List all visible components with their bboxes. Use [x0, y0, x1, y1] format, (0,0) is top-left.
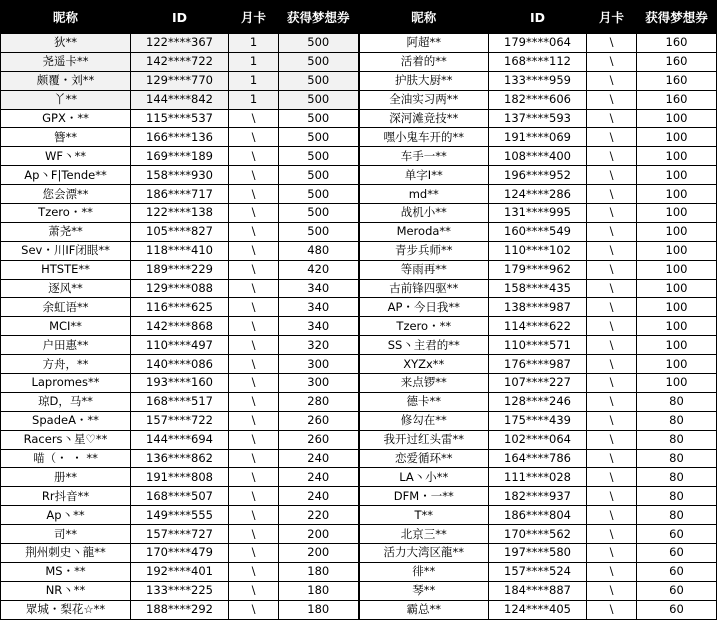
monthly-card-cell: \	[229, 487, 279, 506]
header-dream-tickets: 获得梦想券	[279, 1, 359, 34]
monthly-card-cell: \	[229, 355, 279, 374]
id-cell: 129****088	[131, 279, 229, 298]
id-cell: 182****937	[489, 487, 587, 506]
monthly-card-cell: \	[587, 166, 637, 185]
id-cell: 144****694	[131, 430, 229, 449]
id-cell: 149****555	[131, 506, 229, 525]
nickname-cell: Tzero・**	[1, 204, 131, 223]
dream-tickets-cell: 60	[637, 600, 717, 619]
monthly-card-cell: \	[587, 392, 637, 411]
nickname-cell: LA丶小**	[359, 468, 489, 487]
nickname-cell: HTSTE**	[1, 260, 131, 279]
id-cell: 129****770	[131, 71, 229, 90]
dream-tickets-cell: 300	[279, 355, 359, 374]
monthly-card-cell: \	[587, 128, 637, 147]
nickname-cell: 来点锣**	[359, 374, 489, 393]
dream-tickets-cell: 100	[637, 298, 717, 317]
table-row	[1, 71, 717, 90]
id-cell: 169****189	[131, 147, 229, 166]
id-cell: 164****786	[489, 449, 587, 468]
table-row	[1, 166, 717, 185]
id-cell: 110****102	[489, 241, 587, 260]
dream-tickets-cell: 180	[279, 600, 359, 619]
nickname-cell: 狄**	[1, 34, 131, 53]
nickname-cell: 深河滩竞技**	[359, 109, 489, 128]
monthly-card-cell: \	[229, 411, 279, 430]
id-cell: 111****028	[489, 468, 587, 487]
monthly-card-cell: \	[587, 506, 637, 525]
dream-tickets-cell: 100	[637, 336, 717, 355]
nickname-cell: 您会漂**	[1, 185, 131, 204]
table-row	[1, 487, 717, 506]
nickname-cell: XYZx**	[359, 355, 489, 374]
id-cell: 144****842	[131, 90, 229, 109]
monthly-card-cell: \	[587, 600, 637, 619]
id-cell: 176****987	[489, 355, 587, 374]
header-monthly-card: 月卡	[587, 1, 637, 34]
nickname-cell: 眾城・梨花☆**	[1, 600, 131, 619]
id-cell: 124****405	[489, 600, 587, 619]
nickname-cell: SS丶主君的**	[359, 336, 489, 355]
id-cell: 170****562	[489, 525, 587, 544]
id-cell: 168****517	[131, 392, 229, 411]
id-cell: 136****862	[131, 449, 229, 468]
table-row	[1, 468, 717, 487]
monthly-card-cell: \	[587, 185, 637, 204]
monthly-card-cell: \	[229, 430, 279, 449]
table-row	[1, 449, 717, 468]
nickname-cell: 尧遥卡**	[1, 52, 131, 71]
table-row	[1, 430, 717, 449]
id-cell: 142****722	[131, 52, 229, 71]
monthly-card-cell: 1	[229, 90, 279, 109]
dream-tickets-cell: 180	[279, 581, 359, 600]
monthly-card-cell: \	[229, 336, 279, 355]
dream-tickets-cell: 100	[637, 279, 717, 298]
table-row	[1, 355, 717, 374]
nickname-cell: 簪**	[1, 128, 131, 147]
dream-tickets-cell: 500	[279, 185, 359, 204]
nickname-cell: WF丶**	[1, 147, 131, 166]
nickname-cell: Rr抖音**	[1, 487, 131, 506]
id-cell: 108****400	[489, 147, 587, 166]
dream-tickets-cell: 100	[637, 147, 717, 166]
nickname-cell: 余虹语**	[1, 298, 131, 317]
id-cell: 140****086	[131, 355, 229, 374]
nickname-cell: MS・**	[1, 562, 131, 581]
monthly-card-cell: \	[229, 128, 279, 147]
dream-tickets-cell: 60	[637, 562, 717, 581]
dream-tickets-cell: 200	[279, 525, 359, 544]
monthly-card-cell: \	[229, 260, 279, 279]
nickname-cell: 册**	[1, 468, 131, 487]
nickname-cell: 修勾在**	[359, 411, 489, 430]
id-cell: 158****930	[131, 166, 229, 185]
dream-tickets-cell: 280	[279, 392, 359, 411]
id-cell: 118****410	[131, 241, 229, 260]
table-row	[1, 581, 717, 600]
header-row	[1, 1, 717, 34]
nickname-cell: Ap丶F|Tende**	[1, 166, 131, 185]
dream-tickets-cell: 500	[279, 34, 359, 53]
table-row	[1, 506, 717, 525]
nickname-cell: 萧尧**	[1, 222, 131, 241]
dream-tickets-cell: 320	[279, 336, 359, 355]
nickname-cell: 活着的**	[359, 52, 489, 71]
monthly-card-cell: \	[587, 562, 637, 581]
table-row	[1, 90, 717, 109]
nickname-cell: 单字I**	[359, 166, 489, 185]
id-cell: 102****064	[489, 430, 587, 449]
dream-tickets-cell: 500	[279, 71, 359, 90]
monthly-card-cell: \	[229, 317, 279, 336]
id-cell: 131****995	[489, 204, 587, 223]
id-cell: 191****069	[489, 128, 587, 147]
id-cell: 193****160	[131, 374, 229, 393]
table-row	[1, 260, 717, 279]
id-cell: 157****722	[131, 411, 229, 430]
table-row	[1, 336, 717, 355]
nickname-cell: 战机小**	[359, 204, 489, 223]
table-row	[1, 544, 717, 563]
monthly-card-cell: \	[229, 298, 279, 317]
dream-tickets-cell: 60	[637, 544, 717, 563]
id-cell: 124****286	[489, 185, 587, 204]
nickname-cell: 嘿小鬼车开的**	[359, 128, 489, 147]
nickname-cell: 喵（・ ・ **	[1, 449, 131, 468]
dream-tickets-cell: 80	[637, 506, 717, 525]
dream-tickets-cell: 500	[279, 109, 359, 128]
table-row	[1, 411, 717, 430]
nickname-cell: 全油实习两**	[359, 90, 489, 109]
id-cell: 116****625	[131, 298, 229, 317]
monthly-card-cell: \	[587, 34, 637, 53]
dream-tickets-cell: 340	[279, 317, 359, 336]
monthly-card-cell: \	[587, 525, 637, 544]
id-cell: 128****246	[489, 392, 587, 411]
id-cell: 170****479	[131, 544, 229, 563]
monthly-card-cell: \	[229, 109, 279, 128]
dream-tickets-cell: 500	[279, 222, 359, 241]
nickname-cell: 古前锋四驱**	[359, 279, 489, 298]
dream-tickets-cell: 500	[279, 52, 359, 71]
dream-tickets-cell: 480	[279, 241, 359, 260]
monthly-card-cell: \	[587, 581, 637, 600]
nickname-cell: 户田惠**	[1, 336, 131, 355]
nickname-cell: 丫**	[1, 90, 131, 109]
nickname-cell: 司**	[1, 525, 131, 544]
dream-tickets-cell: 260	[279, 411, 359, 430]
nickname-cell: 方舟，**	[1, 355, 131, 374]
table-row	[1, 317, 717, 336]
id-cell: 196****952	[489, 166, 587, 185]
monthly-card-cell: \	[229, 392, 279, 411]
table-row	[1, 562, 717, 581]
monthly-card-cell: \	[229, 166, 279, 185]
monthly-card-cell: \	[587, 52, 637, 71]
monthly-card-cell: \	[587, 430, 637, 449]
id-cell: 107****227	[489, 374, 587, 393]
nickname-cell: 德卡**	[359, 392, 489, 411]
table-body	[1, 34, 717, 620]
nickname-cell: AP・今日我**	[359, 298, 489, 317]
table-row	[1, 525, 717, 544]
dream-tickets-cell: 420	[279, 260, 359, 279]
dream-tickets-cell: 60	[637, 525, 717, 544]
monthly-card-cell: \	[587, 355, 637, 374]
id-cell: 197****580	[489, 544, 587, 563]
nickname-cell: Ap丶**	[1, 506, 131, 525]
nickname-cell: 我开过红头雷**	[359, 430, 489, 449]
monthly-card-cell: \	[229, 147, 279, 166]
dream-tickets-cell: 100	[637, 109, 717, 128]
header-nickname: 昵称	[359, 1, 489, 34]
id-cell: 182****606	[489, 90, 587, 109]
dream-tickets-cell: 100	[637, 166, 717, 185]
dream-tickets-cell: 100	[637, 317, 717, 336]
nickname-cell: 青步兵师**	[359, 241, 489, 260]
monthly-card-cell: \	[587, 544, 637, 563]
dream-tickets-cell: 100	[637, 128, 717, 147]
id-cell: 157****524	[489, 562, 587, 581]
id-cell: 138****987	[489, 298, 587, 317]
id-cell: 184****887	[489, 581, 587, 600]
nickname-cell: 琴**	[359, 581, 489, 600]
monthly-card-cell: \	[587, 260, 637, 279]
dream-tickets-cell: 240	[279, 468, 359, 487]
monthly-card-cell: \	[587, 374, 637, 393]
id-cell: 179****064	[489, 34, 587, 53]
id-cell: 186****717	[131, 185, 229, 204]
id-cell: 110****571	[489, 336, 587, 355]
monthly-card-cell: \	[229, 279, 279, 298]
nickname-cell: Tzero・**	[359, 317, 489, 336]
dream-tickets-cell: 200	[279, 544, 359, 563]
monthly-card-cell: \	[587, 109, 637, 128]
header-id: ID	[131, 1, 229, 34]
monthly-card-cell: \	[229, 562, 279, 581]
nickname-cell: 恋爱循环**	[359, 449, 489, 468]
table-row	[1, 128, 717, 147]
header-monthly-card: 月卡	[229, 1, 279, 34]
table-row	[1, 147, 717, 166]
monthly-card-cell: \	[229, 374, 279, 393]
dream-tickets-cell: 160	[637, 71, 717, 90]
dream-tickets-cell: 80	[637, 487, 717, 506]
dream-tickets-cell: 80	[637, 449, 717, 468]
nickname-cell: 阿超**	[359, 34, 489, 53]
dream-tickets-cell: 100	[637, 204, 717, 223]
id-cell: 168****507	[131, 487, 229, 506]
id-cell: 189****229	[131, 260, 229, 279]
monthly-card-cell: \	[229, 241, 279, 260]
id-cell: 133****225	[131, 581, 229, 600]
monthly-card-cell: \	[587, 147, 637, 166]
id-cell: 122****138	[131, 204, 229, 223]
nickname-cell: 颇覆・刘**	[1, 71, 131, 90]
dream-tickets-cell: 300	[279, 374, 359, 393]
monthly-card-cell: \	[229, 600, 279, 619]
nickname-cell: Lapromes**	[1, 374, 131, 393]
nickname-cell: Meroda**	[359, 222, 489, 241]
monthly-card-cell: \	[587, 449, 637, 468]
dream-tickets-cell: 80	[637, 392, 717, 411]
monthly-card-cell: \	[587, 90, 637, 109]
nickname-cell: Racers丶星♡**	[1, 430, 131, 449]
dream-tickets-cell: 100	[637, 241, 717, 260]
id-cell: 175****439	[489, 411, 587, 430]
dream-tickets-cell: 340	[279, 298, 359, 317]
id-cell: 105****827	[131, 222, 229, 241]
table-row	[1, 222, 717, 241]
nickname-cell: 等雨再**	[359, 260, 489, 279]
dream-tickets-cell: 500	[279, 147, 359, 166]
dream-tickets-cell: 500	[279, 204, 359, 223]
id-cell: 114****622	[489, 317, 587, 336]
id-cell: 179****962	[489, 260, 587, 279]
monthly-card-cell: \	[587, 411, 637, 430]
nickname-cell: DFM・一**	[359, 487, 489, 506]
dream-tickets-cell: 240	[279, 487, 359, 506]
dream-tickets-cell: 160	[637, 52, 717, 71]
dream-tickets-cell: 100	[637, 185, 717, 204]
monthly-card-cell: \	[587, 222, 637, 241]
id-cell: 142****868	[131, 317, 229, 336]
table-row	[1, 34, 717, 53]
dream-tickets-cell: 240	[279, 449, 359, 468]
monthly-card-cell: \	[587, 241, 637, 260]
id-cell: 110****497	[131, 336, 229, 355]
monthly-card-cell: \	[229, 506, 279, 525]
dream-tickets-cell: 100	[637, 260, 717, 279]
monthly-card-cell: \	[229, 222, 279, 241]
dream-tickets-cell: 100	[637, 374, 717, 393]
monthly-card-cell: \	[229, 185, 279, 204]
monthly-card-cell: \	[229, 581, 279, 600]
monthly-card-cell: \	[587, 204, 637, 223]
table-row	[1, 52, 717, 71]
nickname-cell: 北京三**	[359, 525, 489, 544]
dream-tickets-cell: 500	[279, 166, 359, 185]
monthly-card-cell: \	[229, 544, 279, 563]
id-cell: 158****435	[489, 279, 587, 298]
header-dream-tickets: 获得梦想券	[637, 1, 717, 34]
dream-tickets-cell: 160	[637, 34, 717, 53]
dream-tickets-cell: 500	[279, 90, 359, 109]
monthly-card-cell: \	[229, 449, 279, 468]
id-cell: 186****804	[489, 506, 587, 525]
nickname-cell: 霸总**	[359, 600, 489, 619]
id-cell: 160****549	[489, 222, 587, 241]
dream-tickets-cell: 100	[637, 355, 717, 374]
id-cell: 191****808	[131, 468, 229, 487]
dream-tickets-cell: 180	[279, 562, 359, 581]
table-row	[1, 298, 717, 317]
table-row	[1, 279, 717, 298]
nickname-cell: T**	[359, 506, 489, 525]
id-cell: 122****367	[131, 34, 229, 53]
dream-tickets-cell: 60	[637, 581, 717, 600]
monthly-card-cell: \	[587, 336, 637, 355]
nickname-cell: 琼D，马**	[1, 392, 131, 411]
monthly-card-cell: 1	[229, 52, 279, 71]
dream-tickets-cell: 160	[637, 90, 717, 109]
dream-tickets-cell: 260	[279, 430, 359, 449]
dream-tickets-cell: 80	[637, 430, 717, 449]
id-cell: 166****136	[131, 128, 229, 147]
monthly-card-cell: \	[587, 279, 637, 298]
nickname-cell: 活力大湾区龍**	[359, 544, 489, 563]
table-row	[1, 185, 717, 204]
nickname-cell: 车手一**	[359, 147, 489, 166]
monthly-card-cell: \	[587, 487, 637, 506]
table-row	[1, 392, 717, 411]
header-id: ID	[489, 1, 587, 34]
id-cell: 192****401	[131, 562, 229, 581]
id-cell: 168****112	[489, 52, 587, 71]
monthly-card-cell: 1	[229, 34, 279, 53]
nickname-cell: GPX・**	[1, 109, 131, 128]
nickname-cell: md**	[359, 185, 489, 204]
table-row	[1, 204, 717, 223]
monthly-card-cell: \	[587, 298, 637, 317]
monthly-card-cell: \	[587, 71, 637, 90]
nickname-cell: 徘**	[359, 562, 489, 581]
monthly-card-cell: \	[587, 317, 637, 336]
nickname-cell: MCI**	[1, 317, 131, 336]
monthly-card-cell: \	[229, 525, 279, 544]
nickname-cell: Sev・川IF闭眼**	[1, 241, 131, 260]
nickname-cell: 护肤大厨**	[359, 71, 489, 90]
table-row	[1, 241, 717, 260]
nickname-cell: SpadeA・**	[1, 411, 131, 430]
monthly-card-cell: \	[587, 468, 637, 487]
id-cell: 115****537	[131, 109, 229, 128]
dream-tickets-cell: 80	[637, 468, 717, 487]
header-nickname: 昵称	[1, 1, 131, 34]
dream-tickets-cell: 100	[637, 222, 717, 241]
nickname-cell: 逐风**	[1, 279, 131, 298]
table-row	[1, 109, 717, 128]
monthly-card-cell: 1	[229, 71, 279, 90]
table-header	[1, 1, 717, 34]
nickname-cell: 荆州刺史丶龍**	[1, 544, 131, 563]
dream-tickets-cell: 80	[637, 411, 717, 430]
table-row	[1, 374, 717, 393]
dream-tickets-cell: 340	[279, 279, 359, 298]
id-cell: 137****593	[489, 109, 587, 128]
dream-tickets-cell: 500	[279, 128, 359, 147]
dream-tickets-cell: 220	[279, 506, 359, 525]
monthly-card-cell: \	[229, 468, 279, 487]
id-cell: 157****727	[131, 525, 229, 544]
table-row	[1, 600, 717, 619]
nickname-cell: NR丶**	[1, 581, 131, 600]
monthly-card-cell: \	[229, 204, 279, 223]
id-cell: 188****292	[131, 600, 229, 619]
id-cell: 133****959	[489, 71, 587, 90]
